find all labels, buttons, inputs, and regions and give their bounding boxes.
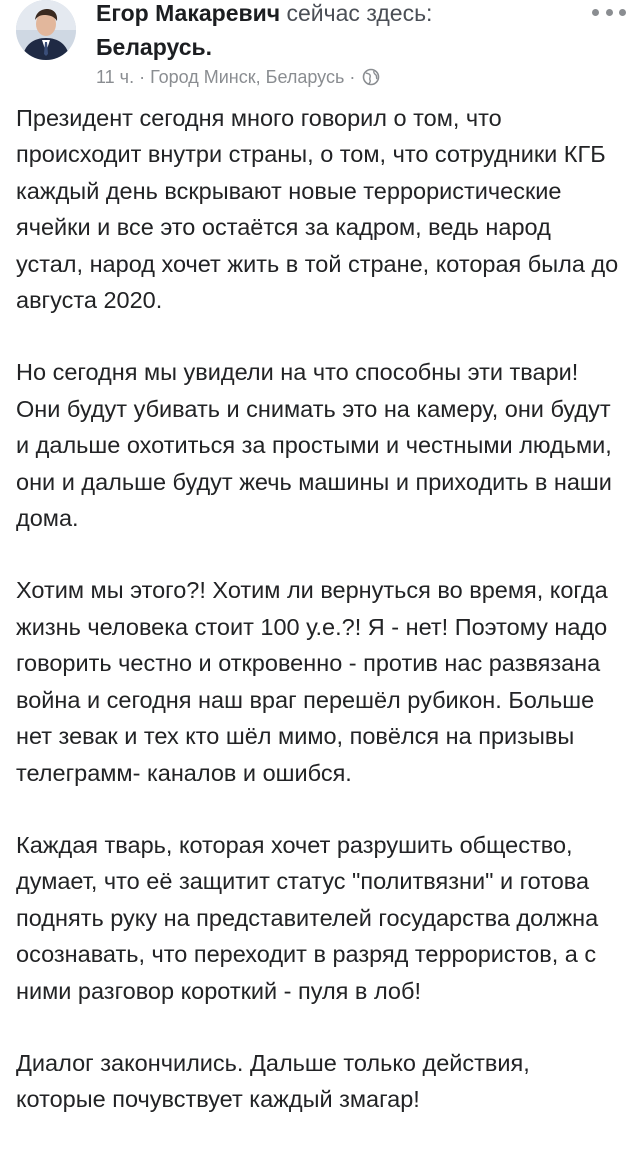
post-paragraph: Президент сегодня много говорил о том, что происходит внутри страны, о том, что сотрудники КГБ каждый день вскрывают новые террористические ячейки и все это остаётся за кадром, ведь народ устал, народ хочет жить в той стране, которая была до августа 2020.: [16, 105, 619, 314]
globe-icon: [362, 67, 380, 85]
post-paragraph: Хотим мы этого?! Хотим ли вернуться во время, когда жизнь человека стоит 100 у.е.?! Я - нет! Поэтому надо говорить честно и откровенно - против нас развязана война и сегодня наш враг перешёл рубикон. Больше нет зевак и тех кто шёл мимо, повёлся на призывы телеграмм- каналов и ошибся.: [16, 577, 608, 786]
meta-separator: ·: [134, 67, 151, 87]
post-paragraph: Каждая тварь, которая хочет разрушить общество, думает, что её защитит статус "политвязни" и готова поднять руку на представителей государства должна осознавать, что переходит в разряд террористов, а с ними разговор короткий - пуля в лоб!: [16, 831, 599, 1004]
post-time[interactable]: 11 ч.: [96, 67, 135, 87]
post-paragraph: Но сегодня мы увидели на что способны эти твари! Они будут убивать и снимать это на камеру, они будут и дальше охотиться за простыми и честными людьми, они и дальше будут жечь машины и приходить в наши дома.: [16, 359, 612, 532]
more-dots-icon: [592, 9, 599, 16]
post-place[interactable]: Город Минск, Беларусь: [150, 67, 345, 87]
post-meta: [96, 64, 380, 90]
post-header: [0, 0, 640, 100]
avatar[interactable]: [16, 0, 76, 60]
author-line: [96, 0, 586, 64]
more-dot: [619, 9, 626, 16]
post-text: [16, 100, 622, 1154]
location-link[interactable]: Беларусь.: [96, 34, 213, 60]
meta-separator-2: ·: [344, 67, 361, 87]
post-paragraph: Диалог закончились. Дальше только действия, которые почувствует каждый змагар!: [16, 1049, 530, 1113]
status-text: сейчас здесь:: [280, 0, 433, 26]
more-options-button[interactable]: [592, 6, 626, 18]
author-name[interactable]: Егор Макаревич: [96, 0, 281, 26]
avatar-photo-icon: [16, 0, 76, 60]
more-dot: [606, 9, 613, 16]
